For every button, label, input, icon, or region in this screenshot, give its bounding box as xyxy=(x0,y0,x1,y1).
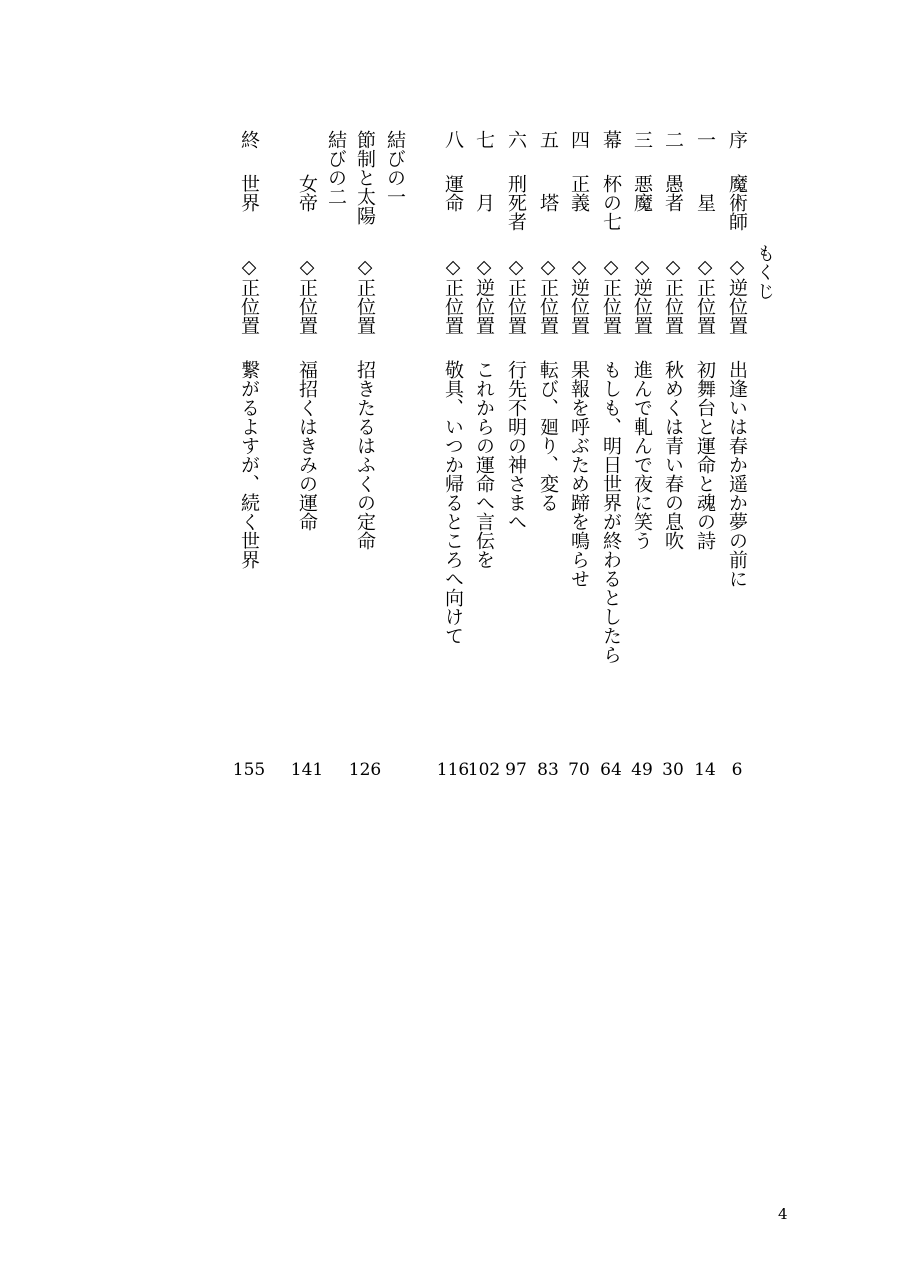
chapter-number: 節制と太陽 xyxy=(354,130,376,225)
page-number: 49 xyxy=(631,760,653,780)
card-position: ◇正位置 xyxy=(505,256,527,335)
card-name: 月 xyxy=(473,174,495,212)
toc-entry xyxy=(348,130,382,780)
page-number: 14 xyxy=(694,760,716,780)
card-position: ◇逆位置 xyxy=(726,256,748,335)
card-name: 愚者 xyxy=(662,174,684,212)
toc-heading: もくじ xyxy=(754,244,775,301)
toc-entry xyxy=(690,130,720,780)
card-position: ◇正位置 xyxy=(238,256,260,335)
chapter-number: 六 xyxy=(505,130,527,149)
toc-entry xyxy=(467,130,501,780)
card-position: ◇正位置 xyxy=(694,256,716,335)
chapter-subtitle: これからの運命へ言伝を xyxy=(473,360,495,569)
chapter-subtitle: 敬具、いつか帰るところへ向けて xyxy=(442,360,464,645)
chapter-number: 五 xyxy=(537,130,559,149)
chapter-subtitle: 福招くはきみの運命 xyxy=(296,360,318,531)
card-name: 魔術師 xyxy=(726,174,748,231)
chapter-subtitle: 初舞台と運命と魂の詩 xyxy=(694,360,716,550)
chapter-subtitle: 行先不明の神さまへ xyxy=(505,360,527,531)
card-position: ◇正位置 xyxy=(537,256,559,335)
chapter-number: 三 xyxy=(631,130,653,149)
card-name: 星 xyxy=(694,174,716,212)
card-name: 女帝 xyxy=(296,174,318,212)
chapter-subtitle: 進んで軋んで夜に笑う xyxy=(631,360,653,550)
card-position: ◇正位置 xyxy=(354,256,376,335)
toc-entry xyxy=(232,130,266,780)
page-number: 64 xyxy=(600,760,622,780)
chapter-number: 二 xyxy=(662,130,684,149)
card-position: ◇正位置 xyxy=(600,256,622,335)
chapter-number: 幕 xyxy=(600,130,622,149)
toc-entry xyxy=(627,130,657,780)
page-number: 97 xyxy=(505,760,527,780)
page-number: 141 xyxy=(290,760,324,780)
card-name: 世界 xyxy=(238,174,260,212)
card-position: ◇正位置 xyxy=(662,256,684,335)
chapter-subtitle: 繋がるよすが、続く世界 xyxy=(238,360,260,569)
toc-entry xyxy=(658,130,688,780)
card-name: 刑死者 xyxy=(505,174,527,231)
toc-entry xyxy=(501,130,531,780)
card-position: ◇逆位置 xyxy=(473,256,495,335)
toc-entry xyxy=(321,130,351,770)
card-position: ◇正位置 xyxy=(296,256,318,335)
chapter-subtitle: もしも、明日世界が終わるとしたら xyxy=(600,360,622,664)
card-position: ◇正位置 xyxy=(442,256,464,335)
chapter-number: 終 xyxy=(238,130,260,149)
page-number: 30 xyxy=(662,760,684,780)
toc-entry xyxy=(564,130,594,780)
card-name: 運命 xyxy=(442,174,464,212)
toc-entry xyxy=(290,130,324,780)
card-name: 杯の七 xyxy=(600,174,622,231)
page-number: 6 xyxy=(731,760,743,780)
card-name: 正義 xyxy=(568,174,590,212)
page-number: 155 xyxy=(232,760,266,780)
chapter-number: 結びの一 xyxy=(384,130,406,206)
chapter-number: 七 xyxy=(473,130,495,149)
page-number: 70 xyxy=(568,760,590,780)
chapter-number: 結びの二 xyxy=(325,130,347,206)
chapter-subtitle: 出逢いは春か遥か夢の前に xyxy=(726,360,748,588)
toc-entry xyxy=(380,130,410,770)
card-position: ◇逆位置 xyxy=(631,256,653,335)
toc-entry xyxy=(722,130,752,780)
card-name: 塔 xyxy=(537,174,559,212)
chapter-subtitle: 秋めくは青い春の息吹 xyxy=(662,360,684,550)
chapter-number: 八 xyxy=(442,130,464,149)
toc-entry xyxy=(596,130,626,780)
page-number: 83 xyxy=(537,760,559,780)
toc-entry xyxy=(533,130,563,780)
card-position: ◇逆位置 xyxy=(568,256,590,335)
chapter-subtitle: 転び、廻り、変る xyxy=(537,360,559,512)
chapter-subtitle: 招きたるはふくの定命 xyxy=(354,360,376,550)
page-number: 102 xyxy=(467,760,501,780)
page-number: 126 xyxy=(348,760,382,780)
page-number: 116 xyxy=(436,760,470,780)
toc-entry xyxy=(436,130,470,780)
chapter-number: 序 xyxy=(726,130,748,149)
folio-page-number: 4 xyxy=(778,1205,788,1223)
card-name: 悪魔 xyxy=(631,174,653,212)
chapter-number: 一 xyxy=(694,130,716,149)
chapter-subtitle: 果報を呼ぶため蹄を鳴らせ xyxy=(568,360,590,588)
chapter-number: 四 xyxy=(568,130,590,149)
